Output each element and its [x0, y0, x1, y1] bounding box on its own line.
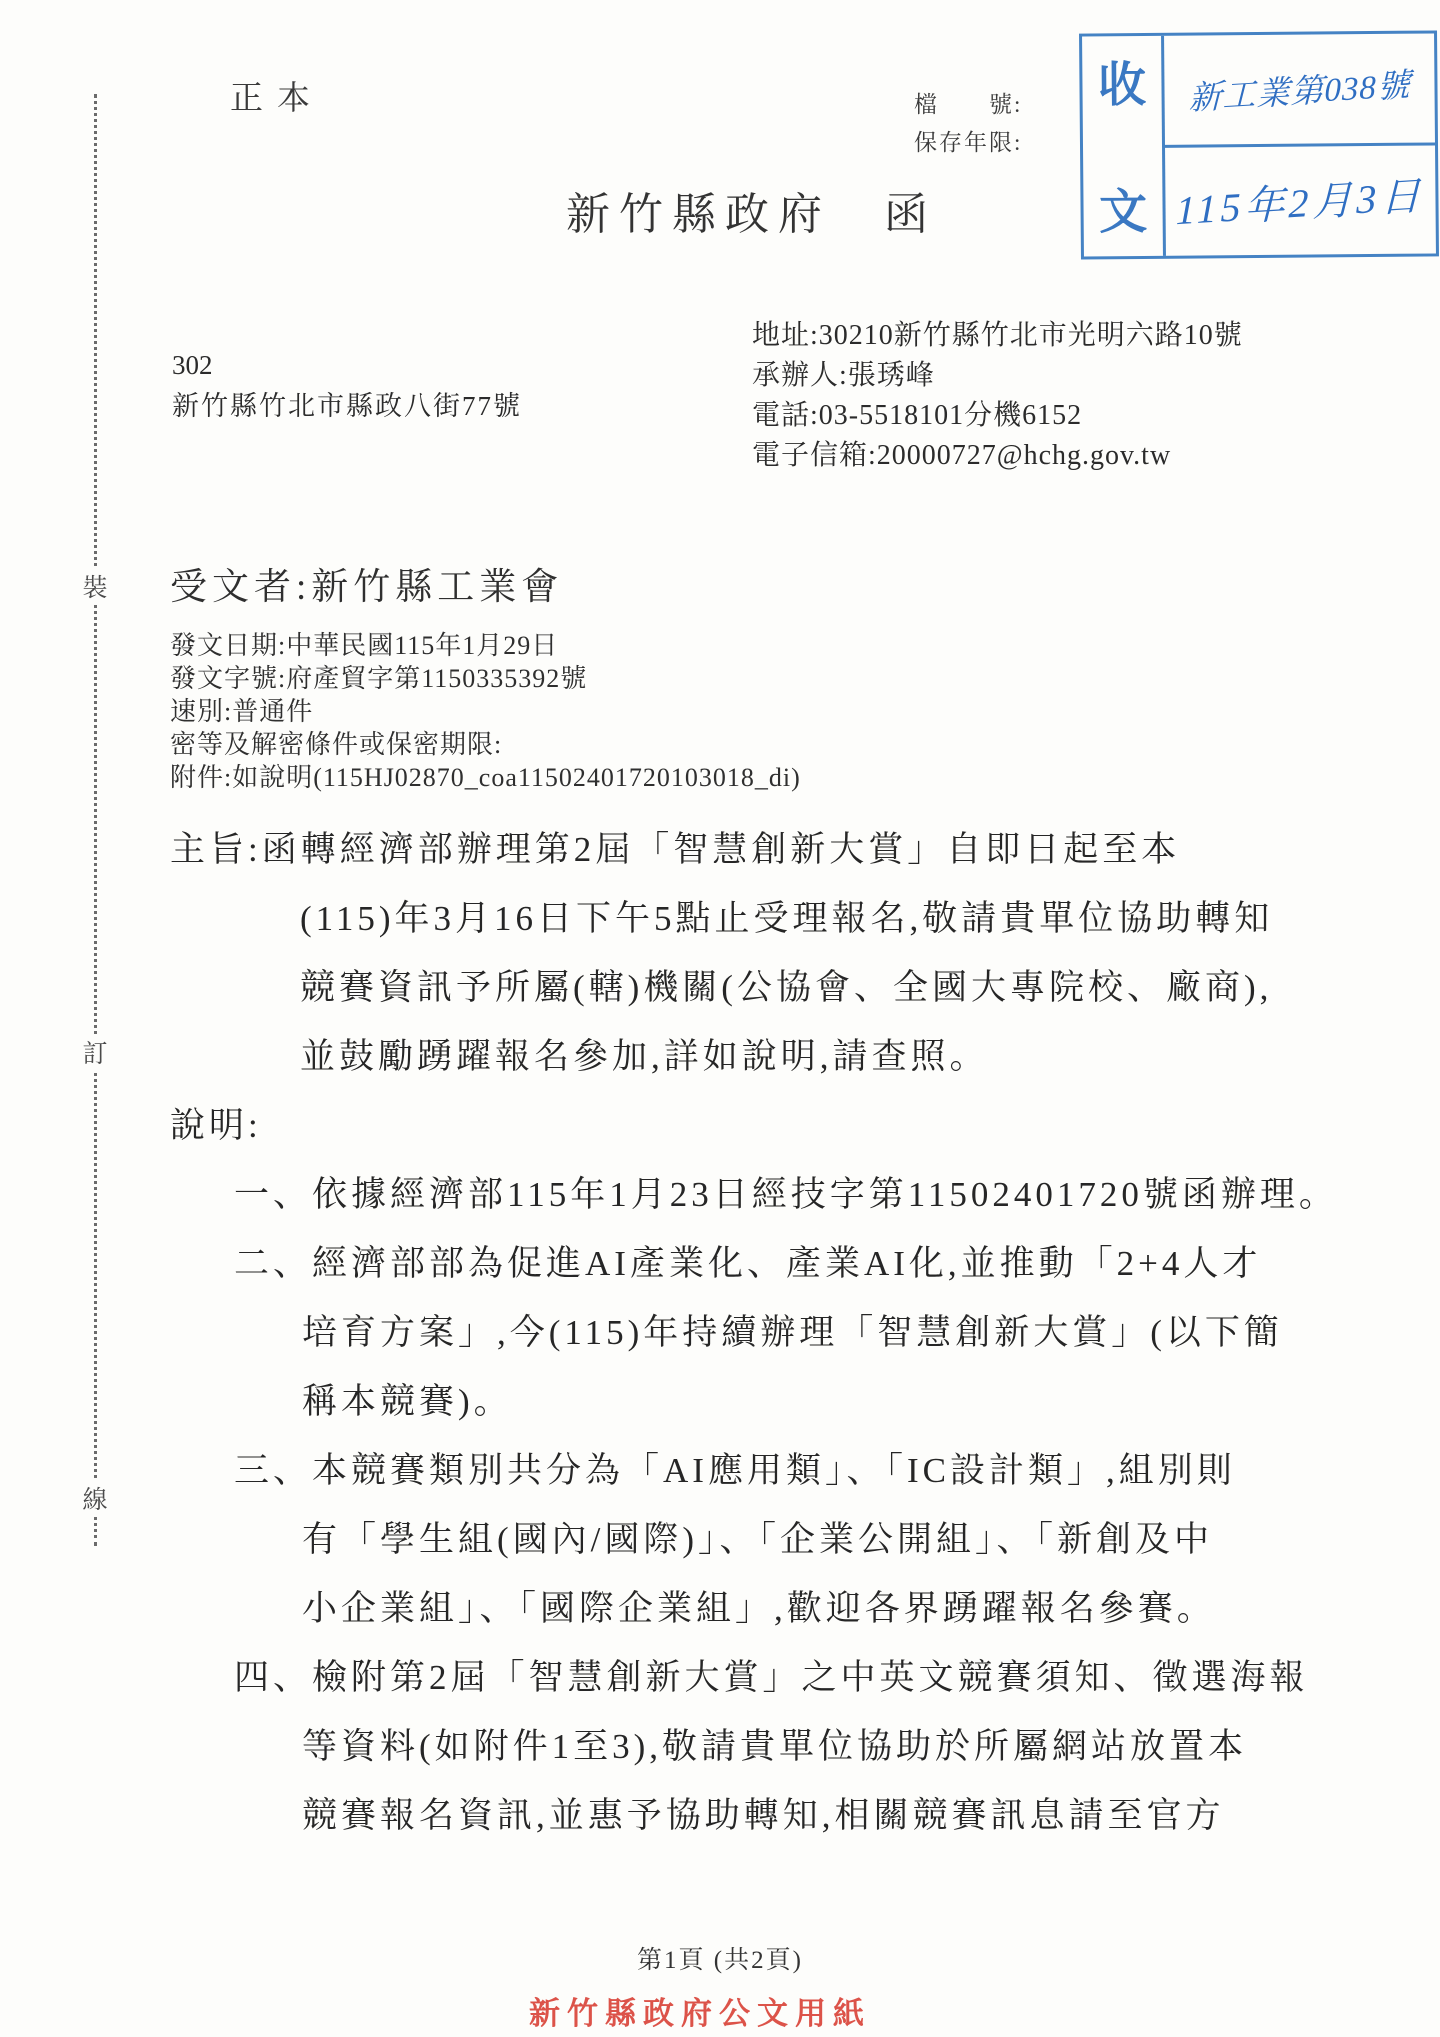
dispatch-attachment: 附件:如說明(115HJ02870_coa11502401720103018_di) — [170, 763, 801, 792]
item-3-text-3: 小企業組」、「國際企業組」,歡迎各界踴躍報名參賽。 — [302, 1589, 1216, 1628]
stamp-ref-no-handwriting: 新工業第038號 — [1188, 67, 1411, 118]
received-stamp — [1079, 30, 1439, 259]
item-3-number: 三、 — [234, 1451, 313, 1490]
binding-dotted-line — [94, 94, 97, 1546]
subject-line-1 — [170, 822, 1180, 872]
explanation-item-4 — [234, 1650, 1309, 1700]
dispatch-secrecy: 密等及解密條件或保密期限: — [170, 730, 503, 759]
explanation-item-1 — [234, 1167, 1338, 1217]
item-1-number: 一、 — [234, 1175, 313, 1214]
item-4-number: 四、 — [234, 1658, 313, 1697]
subject-text-1: 函轉經濟部辦理第2屆「智慧創新大賞」自即日起至本 — [261, 830, 1181, 869]
binding-mark-xian: 線 — [76, 1480, 114, 1516]
item-4-text-2: 等資料(如附件1至3),敬請貴單位協助於所屬網站放置本 — [302, 1727, 1248, 1766]
explanation-label: 說明: — [170, 1106, 262, 1145]
dispatch-ref-no: 發文字號:府產貿字第1150335392號 — [170, 664, 588, 693]
received-stamp-fields — [1164, 33, 1436, 255]
item-2-number: 二、 — [234, 1244, 313, 1283]
item-4-text-1: 檢附第2屆「智慧創新大賞」之中英文競賽須知、徵選海報 — [312, 1658, 1309, 1697]
item-3-text-2: 有「學生組(國內/國際)」、「企業公開組」、「新創及中 — [302, 1520, 1214, 1559]
contact-person: 承辦人:張琇峰 — [752, 360, 935, 391]
item-4-text-3: 競賽報名資訊,並惠予協助轉知,相關競賽訊息請至官方 — [302, 1796, 1225, 1835]
item-3-text-1: 本競賽類別共分為「AI應用類」、「IC設計類」,組別則 — [312, 1451, 1236, 1490]
file-number-label: 檔 號: — [914, 92, 1023, 117]
recipient-line: 受文者:新竹縣工業會 — [170, 567, 564, 608]
stamp-char-wen: 文 — [1098, 185, 1148, 240]
page-number: 第1頁 (共2頁) — [637, 1947, 803, 1974]
document-title: 新竹縣政府 函 — [566, 190, 937, 239]
contact-phone: 電話:03-5518101分機6152 — [752, 400, 1083, 431]
sender-address: 新竹縣竹北市縣政八街77號 — [172, 391, 522, 421]
dispatch-speed: 速別:普通件 — [170, 697, 314, 726]
dispatch-meta-block — [170, 629, 801, 794]
binding-mark-zhuang: 裝 — [76, 568, 114, 604]
stamp-date-handwriting: 115年2月3日 — [1175, 173, 1425, 234]
contact-block — [752, 316, 1243, 476]
item-2-text-1: 經濟部部為促進AI產業化、產業AI化,並推動「2+4人才 — [312, 1244, 1262, 1283]
stamp-char-shou: 收 — [1097, 58, 1147, 113]
binding-mark-ding: 訂 — [76, 1034, 114, 1070]
stamp-date-cell — [1165, 145, 1436, 256]
item-2-text-2: 培育方案」,今(115)年持續辦理「智慧創新大賞」(以下簡 — [302, 1313, 1283, 1352]
contact-email: 電子信箱:20000727@hchg.gov.tw — [752, 440, 1172, 471]
copy-type-label: 正本 — [230, 81, 324, 117]
contact-address: 地址:30210新竹縣竹北市光明六路10號 — [752, 320, 1243, 351]
item-1-text: 依據經濟部115年1月23日經技字第11502401720號函辦理。 — [312, 1175, 1338, 1214]
stamp-ref-no-cell — [1164, 33, 1435, 147]
subject-line-2: (115)年3月16日下午5點止受理報名,敬請貴單位協助轉知 — [300, 899, 1274, 938]
subject-line-3: 競賽資訊予所屬(轄)機關(公協會、全國大專院校、廠商), — [300, 968, 1273, 1007]
subject-line-4: 並鼓勵踴躍報名參加,詳如說明,請查照。 — [300, 1037, 989, 1076]
explanation-item-3 — [234, 1443, 1236, 1493]
received-stamp-label — [1082, 36, 1166, 257]
retention-period-label: 保存年限: — [914, 130, 1023, 155]
subject-label: 主旨: — [170, 830, 262, 869]
official-paper-label: 新竹縣政府公文用紙 — [529, 1996, 871, 2031]
explanation-item-2 — [234, 1236, 1261, 1286]
item-2-text-3: 稱本競賽)。 — [302, 1382, 513, 1421]
dispatch-date: 發文日期:中華民國115年1月29日 — [170, 631, 559, 660]
sender-zip: 302 — [172, 350, 213, 380]
